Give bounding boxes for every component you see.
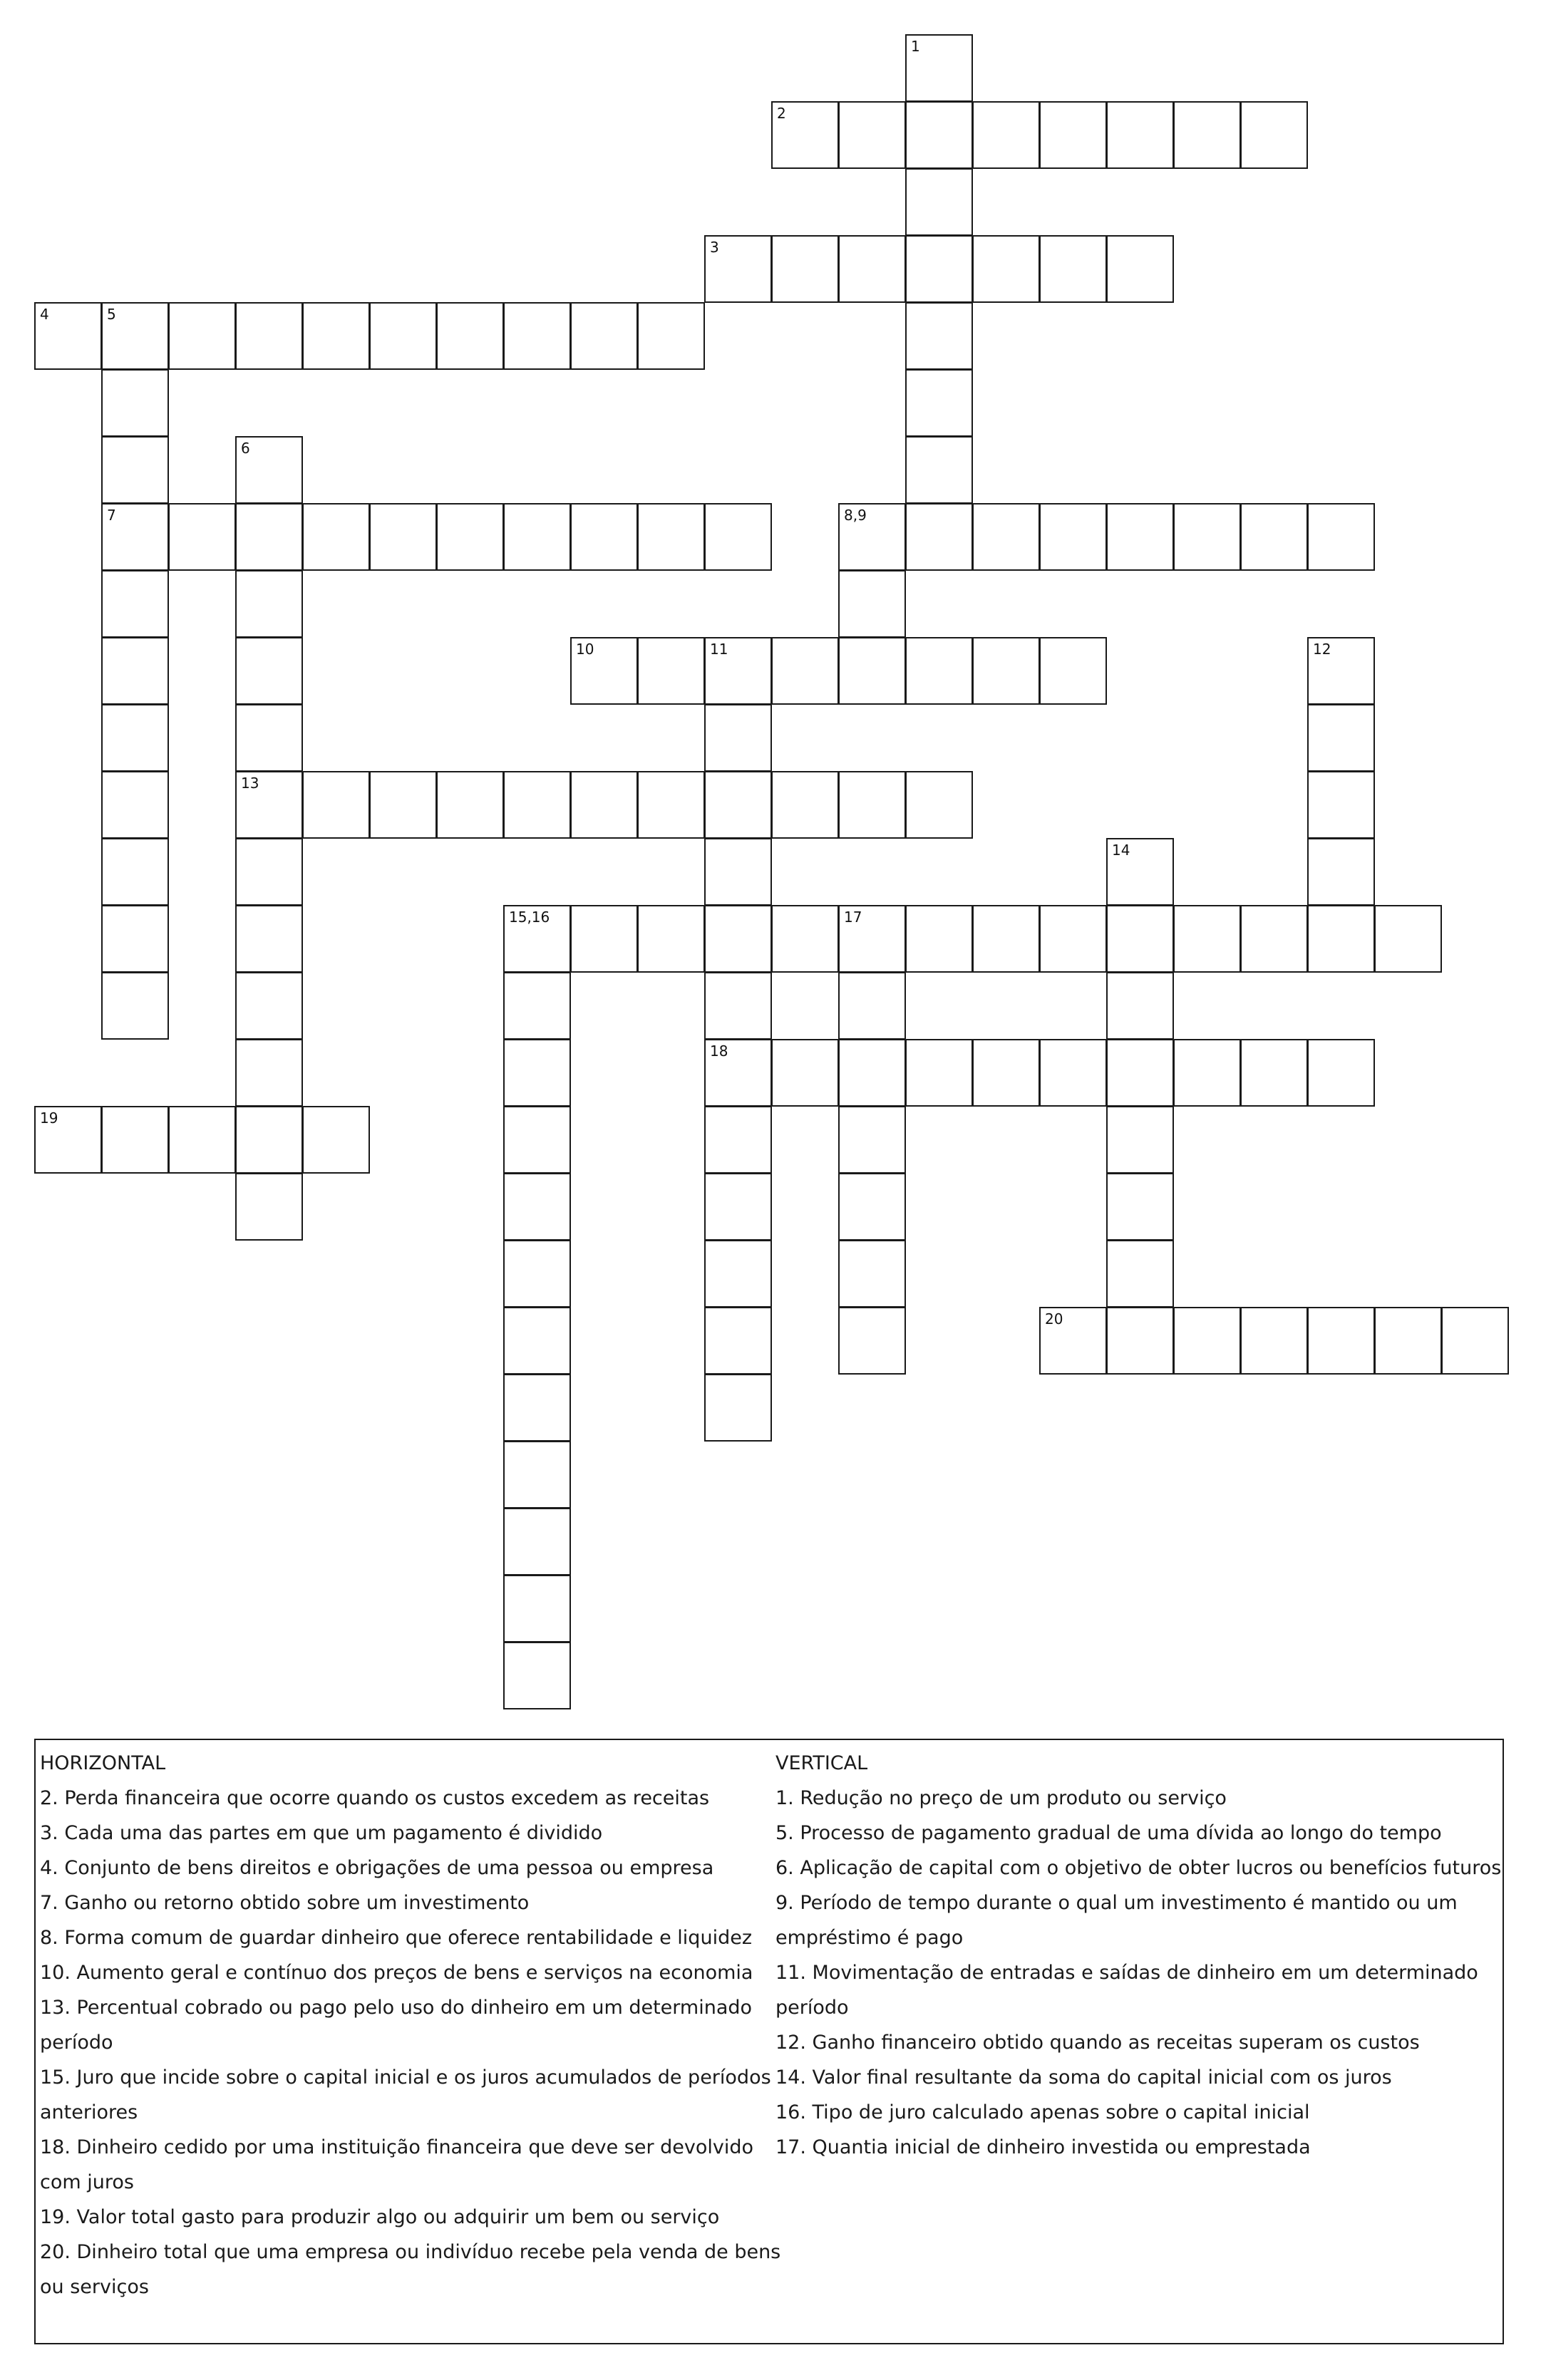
grid-cell[interactable] <box>235 503 303 571</box>
grid-cell[interactable] <box>503 771 571 839</box>
grid-cell[interactable] <box>570 637 638 705</box>
horizontal-heading: HORIZONTAL <box>40 1752 166 1774</box>
vertical-heading: VERTICAL <box>775 1752 868 1774</box>
grid-cell[interactable] <box>1039 905 1107 973</box>
grid-cell[interactable] <box>905 235 973 303</box>
clue-number: 7 <box>107 507 116 524</box>
clue-number: 5 <box>107 306 116 323</box>
grid-cell[interactable] <box>101 302 169 370</box>
clue-horizontal-10[interactable]: 10. Aumento geral e contínuo dos preços de bens e serviços na economia <box>40 1962 753 1984</box>
grid-cell[interactable] <box>1106 101 1174 169</box>
grid-cell[interactable] <box>1106 838 1174 906</box>
grid-cell[interactable] <box>1173 905 1241 973</box>
grid-cell[interactable] <box>1240 101 1308 169</box>
grid-cell[interactable] <box>235 1039 303 1107</box>
grid-cell[interactable] <box>503 1642 571 1709</box>
clue-vertical-17[interactable]: 17. Quantia inicial de dinheiro investida ou emprestada <box>775 2136 1311 2158</box>
grid-cell[interactable] <box>436 302 504 370</box>
grid-cell[interactable] <box>1307 905 1375 973</box>
clue-number: 8,9 <box>844 507 867 524</box>
clue-horizontal-8[interactable]: 8. Forma comum de guardar dinheiro que oferece rentabilidade e liquidez <box>40 1927 752 1949</box>
grid-cell[interactable] <box>1106 1106 1174 1174</box>
grid-cell[interactable] <box>905 34 973 102</box>
grid-cell[interactable] <box>1374 1307 1442 1375</box>
grid-cell[interactable] <box>771 235 839 303</box>
grid-cell[interactable] <box>235 637 303 705</box>
grid-cell[interactable] <box>704 1106 772 1174</box>
grid-cell[interactable] <box>905 168 973 236</box>
grid-cell[interactable] <box>1173 101 1241 169</box>
grid-cell[interactable] <box>972 235 1040 303</box>
grid-cell[interactable] <box>838 503 906 571</box>
clue-number: 1 <box>911 38 920 55</box>
grid-cell[interactable] <box>1106 972 1174 1040</box>
grid-cell[interactable] <box>503 1240 571 1308</box>
grid-cell[interactable] <box>570 302 638 370</box>
grid-cell[interactable] <box>101 369 169 437</box>
grid-cell[interactable] <box>34 302 102 370</box>
clue-number: 15,16 <box>509 909 550 926</box>
grid-cell[interactable] <box>1240 1307 1308 1375</box>
grid-cell[interactable] <box>637 637 705 705</box>
grid-cell[interactable] <box>369 771 437 839</box>
grid-cell[interactable] <box>235 570 303 638</box>
grid-cell[interactable] <box>1039 1039 1107 1107</box>
grid-cell[interactable] <box>637 503 705 571</box>
clue-vertical-9[interactable]: 9. Período de tempo durante o qual um investimento é mantido ou um empréstimo é pago <box>775 1892 1458 1949</box>
grid-cell[interactable] <box>838 972 906 1040</box>
grid-cell[interactable] <box>972 905 1040 973</box>
grid-cell[interactable] <box>704 771 772 839</box>
grid-cell[interactable] <box>771 101 839 169</box>
grid-cell[interactable] <box>905 101 973 169</box>
grid-cell[interactable] <box>34 1106 102 1174</box>
clue-horizontal-4[interactable]: 4. Conjunto de bens direitos e obrigações de uma pessoa ou empresa <box>40 1857 714 1879</box>
grid-cell[interactable] <box>1173 1307 1241 1375</box>
grid-cell[interactable] <box>101 1106 169 1174</box>
clue-vertical-11[interactable]: 11. Movimentação de entradas e saídas de dinheiro em um determinado período <box>775 1962 1478 2019</box>
clue-vertical-12[interactable]: 12. Ganho financeiro obtido quando as receitas superam os custos <box>775 2032 1420 2054</box>
grid-cell[interactable] <box>838 101 906 169</box>
grid-cell[interactable] <box>101 771 169 839</box>
grid-cell[interactable] <box>905 637 973 705</box>
grid-cell[interactable] <box>503 1173 571 1241</box>
grid-cell[interactable] <box>302 1106 370 1174</box>
grid-cell[interactable] <box>637 302 705 370</box>
clue-number: 3 <box>710 239 719 256</box>
clue-number: 11 <box>710 641 728 658</box>
clue-number: 17 <box>844 909 862 926</box>
grid-cell[interactable] <box>704 637 772 705</box>
grid-cell[interactable] <box>1240 1039 1308 1107</box>
clue-vertical-1[interactable]: 1. Redução no preço de um produto ou serviço <box>775 1787 1227 1809</box>
grid-cell[interactable] <box>1039 101 1107 169</box>
grid-cell[interactable] <box>1307 838 1375 906</box>
grid-cell[interactable] <box>905 771 973 839</box>
grid-cell[interactable] <box>302 302 370 370</box>
grid-cell[interactable] <box>1106 1173 1174 1241</box>
grid-cell[interactable] <box>838 1173 906 1241</box>
grid-cell[interactable] <box>704 235 772 303</box>
grid-cell[interactable] <box>436 503 504 571</box>
clue-number: 2 <box>777 105 786 122</box>
clue-horizontal-18[interactable]: 18. Dinheiro cedido por uma instituição financeira que deve ser devolvido com juros <box>40 2136 754 2193</box>
grid-cell[interactable] <box>972 503 1040 571</box>
clue-vertical-6[interactable]: 6. Aplicação de capital com o objetivo de obter lucros ou benefícios futuros <box>775 1857 1502 1879</box>
grid-cell[interactable] <box>972 101 1040 169</box>
grid-cell[interactable] <box>1106 905 1174 973</box>
clue-number: 19 <box>40 1109 58 1127</box>
grid-cell[interactable] <box>235 972 303 1040</box>
grid-cell[interactable] <box>101 905 169 973</box>
grid-cell[interactable] <box>302 771 370 839</box>
grid-cell[interactable] <box>503 1508 571 1576</box>
grid-cell[interactable] <box>168 503 236 571</box>
clue-number: 14 <box>1112 842 1130 859</box>
grid-cell[interactable] <box>704 1240 772 1308</box>
grid-cell[interactable] <box>302 503 370 571</box>
grid-cell[interactable] <box>369 302 437 370</box>
grid-cell[interactable] <box>235 1106 303 1174</box>
clue-horizontal-3[interactable]: 3. Cada uma das partes em que um pagamento é dividido <box>40 1822 603 1844</box>
grid-cell[interactable] <box>637 905 705 973</box>
grid-cell[interactable] <box>436 771 504 839</box>
grid-cell[interactable] <box>905 1039 973 1107</box>
grid-cell[interactable] <box>1039 503 1107 571</box>
grid-cell[interactable] <box>972 637 1040 705</box>
clue-vertical-14[interactable]: 14. Valor final resultante da soma do capital inicial com os juros <box>775 2066 1392 2089</box>
clue-number: 20 <box>1045 1310 1063 1328</box>
grid-cell[interactable] <box>235 436 303 504</box>
grid-cell[interactable] <box>503 1575 571 1642</box>
grid-cell[interactable] <box>838 1039 906 1107</box>
clue-horizontal-15[interactable]: 15. Juro que incide sobre o capital inicial e os juros acumulados de períodos anteriores <box>40 2066 771 2123</box>
grid-cell[interactable] <box>838 1307 906 1375</box>
clue-vertical-16[interactable]: 16. Tipo de juro calculado apenas sobre o capital inicial <box>775 2101 1310 2123</box>
grid-cell[interactable] <box>1307 1039 1375 1107</box>
grid-cell[interactable] <box>1173 503 1241 571</box>
grid-cell[interactable] <box>704 1039 772 1107</box>
grid-cell[interactable] <box>1307 771 1375 839</box>
grid-cell[interactable] <box>235 704 303 772</box>
clue-vertical-5[interactable]: 5. Processo de pagamento gradual de uma dívida ao longo do tempo <box>775 1822 1442 1844</box>
grid-cell[interactable] <box>704 1173 772 1241</box>
horizontal-clues <box>40 1746 788 2304</box>
grid-cell[interactable] <box>838 771 906 839</box>
grid-cell[interactable] <box>838 235 906 303</box>
grid-cell[interactable] <box>570 503 638 571</box>
grid-cell[interactable] <box>1106 1240 1174 1308</box>
grid-cell[interactable] <box>101 972 169 1040</box>
grid-cell[interactable] <box>1039 1307 1107 1375</box>
grid-cell[interactable] <box>1039 637 1107 705</box>
grid-cell[interactable] <box>905 369 973 437</box>
grid-cell[interactable] <box>838 1106 906 1174</box>
grid-cell[interactable] <box>1106 235 1174 303</box>
clue-number: 13 <box>241 775 259 792</box>
grid-cell[interactable] <box>503 1441 571 1509</box>
grid-cell[interactable] <box>1307 1307 1375 1375</box>
clue-number: 12 <box>1313 641 1331 658</box>
grid-cell[interactable] <box>838 1240 906 1308</box>
grid-cell[interactable] <box>771 771 839 839</box>
grid-cell[interactable] <box>1307 637 1375 705</box>
grid-cell[interactable] <box>838 637 906 705</box>
grid-cell[interactable] <box>503 1039 571 1107</box>
grid-cell[interactable] <box>235 302 303 370</box>
clue-horizontal-13[interactable]: 13. Percentual cobrado ou pago pelo uso do dinheiro em um determinado período <box>40 1997 753 2054</box>
clue-horizontal-2[interactable]: 2. Perda financeira que ocorre quando os custos excedem as receitas <box>40 1787 710 1809</box>
grid-cell[interactable] <box>637 771 705 839</box>
grid-cell[interactable] <box>704 905 772 973</box>
grid-cell[interactable] <box>101 704 169 772</box>
grid-cell[interactable] <box>704 503 772 571</box>
grid-cell[interactable] <box>1307 503 1375 571</box>
grid-cell[interactable] <box>838 570 906 638</box>
grid-cell[interactable] <box>235 905 303 973</box>
grid-cell[interactable] <box>503 1374 571 1442</box>
grid-cell[interactable] <box>101 838 169 906</box>
grid-cell[interactable] <box>704 838 772 906</box>
grid-cell[interactable] <box>905 302 973 370</box>
grid-cell[interactable] <box>1173 1039 1241 1107</box>
grid-cell[interactable] <box>503 302 571 370</box>
grid-cell[interactable] <box>235 838 303 906</box>
grid-cell[interactable] <box>704 1374 772 1442</box>
grid-cell[interactable] <box>503 1307 571 1375</box>
grid-cell[interactable] <box>771 637 839 705</box>
grid-cell[interactable] <box>503 905 571 973</box>
grid-cell[interactable] <box>905 503 973 571</box>
grid-cell[interactable] <box>235 771 303 839</box>
grid-cell[interactable] <box>101 570 169 638</box>
grid-cell[interactable] <box>1441 1307 1509 1375</box>
grid-cell[interactable] <box>1240 503 1308 571</box>
grid-cell[interactable] <box>704 704 772 772</box>
grid-cell[interactable] <box>972 1039 1040 1107</box>
grid-cell[interactable] <box>570 771 638 839</box>
grid-cell[interactable] <box>1039 235 1107 303</box>
grid-cell[interactable] <box>235 1173 303 1241</box>
clue-number: 18 <box>710 1042 728 1060</box>
grid-cell[interactable] <box>503 972 571 1040</box>
grid-cell[interactable] <box>168 1106 236 1174</box>
grid-cell[interactable] <box>1307 704 1375 772</box>
grid-cell[interactable] <box>503 503 571 571</box>
grid-cell[interactable] <box>1374 905 1442 973</box>
grid-cell[interactable] <box>1240 905 1308 973</box>
grid-cell[interactable] <box>905 436 973 504</box>
grid-cell[interactable] <box>570 905 638 973</box>
clue-box <box>34 1739 1504 2344</box>
grid-cell[interactable] <box>771 905 839 973</box>
clue-horizontal-20[interactable]: 20. Dinheiro total que uma empresa ou indivíduo recebe pela venda de bens ou serviços <box>40 2241 781 2298</box>
grid-cell[interactable] <box>771 1039 839 1107</box>
grid-cell[interactable] <box>704 972 772 1040</box>
vertical-clues <box>775 1746 1503 2165</box>
grid-cell[interactable] <box>1106 1307 1174 1375</box>
clue-horizontal-7[interactable]: 7. Ganho ou retorno obtido sobre um investimento <box>40 1892 530 1914</box>
grid-cell[interactable] <box>101 503 169 571</box>
grid-cell[interactable] <box>838 905 906 973</box>
grid-cell[interactable] <box>369 503 437 571</box>
clue-number: 10 <box>576 641 594 658</box>
grid-cell[interactable] <box>1106 503 1174 571</box>
clue-number: 4 <box>40 306 49 323</box>
grid-cell[interactable] <box>101 637 169 705</box>
clue-horizontal-19[interactable]: 19. Valor total gasto para produzir algo ou adquirir um bem ou serviço <box>40 2206 720 2228</box>
grid-cell[interactable] <box>905 905 973 973</box>
grid-cell[interactable] <box>1106 1039 1174 1107</box>
grid-cell[interactable] <box>503 1106 571 1174</box>
clue-number: 6 <box>241 440 250 457</box>
grid-cell[interactable] <box>704 1307 772 1375</box>
grid-cell[interactable] <box>101 436 169 504</box>
grid-cell[interactable] <box>168 302 236 370</box>
